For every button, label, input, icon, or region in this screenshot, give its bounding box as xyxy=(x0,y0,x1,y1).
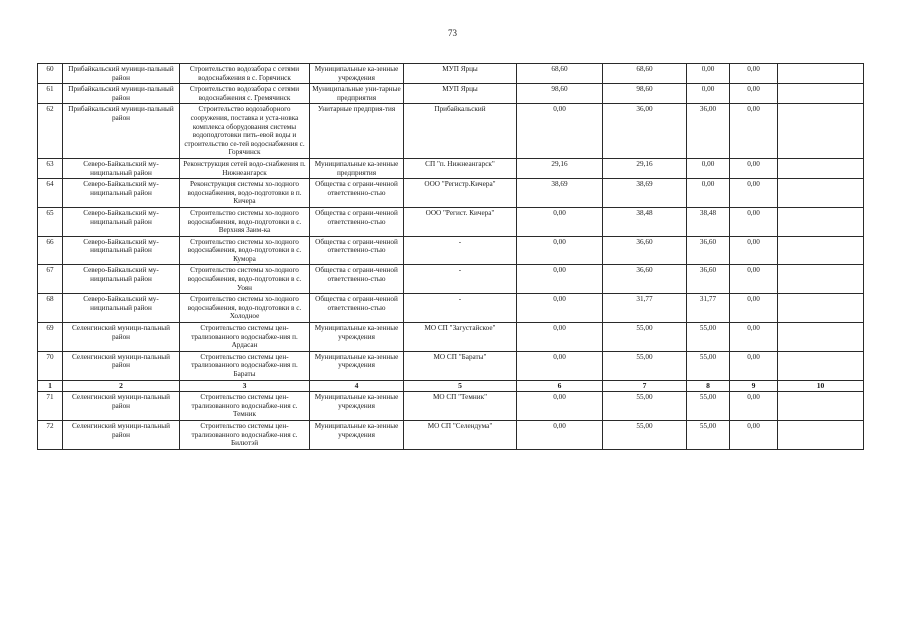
table-row xyxy=(38,420,864,449)
column-number-row xyxy=(38,380,864,392)
amount-col9-cell: 0,00 xyxy=(730,179,778,208)
project-cell: Строительство водозабора с сетями водоснабжения с. Гремячинск xyxy=(180,84,310,104)
table-column-numbers xyxy=(38,380,864,392)
project-cell: Реконструкция сетей водо-снабжения п. Нижнеангарск xyxy=(180,158,310,178)
organization-cell: МУП Ярцы xyxy=(404,84,517,104)
project-cell: Строительство водозаборного сооружения, поставка и уста-новка комплекса оборудования системы водоподготовки пить-евой воды и строительство се-тей водоснабжения с. Горячинск xyxy=(180,104,310,159)
amount-col9-cell: 0,00 xyxy=(730,323,778,352)
district-cell: Северо-Байкальский му-ниципальный район xyxy=(63,265,180,294)
table-row xyxy=(38,84,864,104)
column-number: 3 xyxy=(180,380,310,392)
district-cell: Селенгинский муници-пальный район xyxy=(63,323,180,352)
district-cell: Северо-Байкальский му-ниципальный район xyxy=(63,236,180,265)
row-number: 67 xyxy=(38,265,63,294)
amount-col9-cell: 0,00 xyxy=(730,158,778,178)
org-type-cell: Общества с ограни-ченной ответственно-стью xyxy=(310,207,404,236)
table-row xyxy=(38,265,864,294)
table-row xyxy=(38,64,864,84)
org-type-cell: Общества с ограни-ченной ответственно-стью xyxy=(310,265,404,294)
column-number: 10 xyxy=(778,380,864,392)
project-cell: Строительство системы цен-трализованного водоснабже-ния с. Темник xyxy=(180,392,310,421)
investment-table xyxy=(37,63,864,450)
organization-cell: МО СП "Бараты" xyxy=(404,351,517,380)
amount-col8-cell: 31,77 xyxy=(687,294,730,323)
district-cell: Северо-Байкальский му-ниципальный район xyxy=(63,158,180,178)
amount-col9-cell: 0,00 xyxy=(730,265,778,294)
row-number: 63 xyxy=(38,158,63,178)
table-row xyxy=(38,158,864,178)
amount-total-cell: 68,60 xyxy=(517,64,603,84)
table-row xyxy=(38,392,864,421)
page-number: 73 xyxy=(448,28,457,38)
table-row xyxy=(38,179,864,208)
amount-col9-cell: 0,00 xyxy=(730,104,778,159)
amount-col10-cell xyxy=(778,236,864,265)
org-type-cell: Муниципальные ка-зенные учреждения xyxy=(310,64,404,84)
amount-total-cell: 0,00 xyxy=(517,392,603,421)
column-number: 9 xyxy=(730,380,778,392)
amount-col7-cell: 55,00 xyxy=(603,323,687,352)
project-cell: Строительство системы цен-трализованного водоснабже-ния п. Бараты xyxy=(180,351,310,380)
amount-col8-cell: 36,60 xyxy=(687,265,730,294)
row-number: 65 xyxy=(38,207,63,236)
amount-col8-cell: 36,60 xyxy=(687,236,730,265)
amount-col7-cell: 55,00 xyxy=(603,351,687,380)
org-type-cell: Муниципальные ка-зенные учреждения xyxy=(310,420,404,449)
amount-col10-cell xyxy=(778,265,864,294)
amount-col7-cell: 98,60 xyxy=(603,84,687,104)
organization-cell: - xyxy=(404,236,517,265)
row-number: 68 xyxy=(38,294,63,323)
amount-total-cell: 0,00 xyxy=(517,351,603,380)
amount-col9-cell: 0,00 xyxy=(730,294,778,323)
amount-col10-cell xyxy=(778,323,864,352)
amount-col8-cell: 55,00 xyxy=(687,420,730,449)
amount-col8-cell: 0,00 xyxy=(687,158,730,178)
amount-total-cell: 98,60 xyxy=(517,84,603,104)
project-cell: Строительство системы цен-трализованного водоснабже-ния с. Билютэй xyxy=(180,420,310,449)
amount-col8-cell: 38,48 xyxy=(687,207,730,236)
amount-col7-cell: 38,69 xyxy=(603,179,687,208)
organization-cell: - xyxy=(404,294,517,323)
table-body-bottom xyxy=(38,392,864,450)
amount-col9-cell: 0,00 xyxy=(730,420,778,449)
amount-col10-cell xyxy=(778,64,864,84)
amount-total-cell: 38,69 xyxy=(517,179,603,208)
row-number: 69 xyxy=(38,323,63,352)
district-cell: Прибайкальский муници-пальный район xyxy=(63,64,180,84)
row-number: 62 xyxy=(38,104,63,159)
project-cell: Строительство системы цен-трализованного водоснабже-ния п. Ардасан xyxy=(180,323,310,352)
table-row xyxy=(38,323,864,352)
table-row xyxy=(38,236,864,265)
amount-col9-cell: 0,00 xyxy=(730,351,778,380)
amount-total-cell: 0,00 xyxy=(517,104,603,159)
organization-cell: МУП Ярцы xyxy=(404,64,517,84)
row-number: 60 xyxy=(38,64,63,84)
organization-cell: ООО "Регист. Кичера" xyxy=(404,207,517,236)
district-cell: Прибайкальский муници-пальный район xyxy=(63,84,180,104)
org-type-cell: Унитарные предприя-тия xyxy=(310,104,404,159)
org-type-cell: Общества с ограни-ченной ответственно-стью xyxy=(310,179,404,208)
amount-col9-cell: 0,00 xyxy=(730,207,778,236)
table-row xyxy=(38,294,864,323)
organization-cell: - xyxy=(404,265,517,294)
project-cell: Строительство системы хо-лодного водоснабжения, водо-подготовки в с. Холодное xyxy=(180,294,310,323)
org-type-cell: Муниципальные уни-тарные предприятия xyxy=(310,84,404,104)
project-cell: Строительство водозабора с сетями водоснабжения в с. Горячинск xyxy=(180,64,310,84)
table-row xyxy=(38,207,864,236)
amount-total-cell: 0,00 xyxy=(517,265,603,294)
org-type-cell: Муниципальные ка-зенные предприятия xyxy=(310,158,404,178)
amount-col8-cell: 0,00 xyxy=(687,179,730,208)
amount-col7-cell: 55,00 xyxy=(603,420,687,449)
amount-col7-cell: 36,60 xyxy=(603,265,687,294)
organization-cell: МО СП "Селендума" xyxy=(404,420,517,449)
amount-total-cell: 0,00 xyxy=(517,420,603,449)
amount-col7-cell: 29,16 xyxy=(603,158,687,178)
amount-col8-cell: 55,00 xyxy=(687,323,730,352)
amount-total-cell: 0,00 xyxy=(517,236,603,265)
amount-col10-cell xyxy=(778,207,864,236)
amount-col8-cell: 0,00 xyxy=(687,64,730,84)
column-number: 4 xyxy=(310,380,404,392)
row-number: 70 xyxy=(38,351,63,380)
amount-col7-cell: 38,48 xyxy=(603,207,687,236)
column-number: 1 xyxy=(38,380,63,392)
amount-col9-cell: 0,00 xyxy=(730,64,778,84)
amount-col7-cell: 36,00 xyxy=(603,104,687,159)
amount-col10-cell xyxy=(778,179,864,208)
column-number: 5 xyxy=(404,380,517,392)
amount-col7-cell: 68,60 xyxy=(603,64,687,84)
amount-total-cell: 29,16 xyxy=(517,158,603,178)
district-cell: Селенгинский муници-пальный район xyxy=(63,392,180,421)
amount-col8-cell: 0,00 xyxy=(687,84,730,104)
project-cell: Реконструкция системы хо-лодного водоснабжения, водо-подготовки в п. Кичера xyxy=(180,179,310,208)
row-number: 72 xyxy=(38,420,63,449)
column-number: 7 xyxy=(603,380,687,392)
row-number: 66 xyxy=(38,236,63,265)
amount-col7-cell: 36,60 xyxy=(603,236,687,265)
amount-col7-cell: 31,77 xyxy=(603,294,687,323)
project-cell: Строительство системы хо-лодного водоснабжения, водо-подготовки в с. Уоян xyxy=(180,265,310,294)
district-cell: Северо-Байкальский му-ниципальный район xyxy=(63,294,180,323)
amount-total-cell: 0,00 xyxy=(517,323,603,352)
row-number: 64 xyxy=(38,179,63,208)
project-cell: Строительство системы хо-лодного водоснабжения, водо-подготовки в с. Кумора xyxy=(180,236,310,265)
amount-col9-cell: 0,00 xyxy=(730,236,778,265)
amount-col8-cell: 55,00 xyxy=(687,351,730,380)
amount-col10-cell xyxy=(778,351,864,380)
project-cell: Строительство системы хо-лодного водоснабжения, водо-подготовки в с. Верхняя Заим-ка xyxy=(180,207,310,236)
org-type-cell: Муниципальные ка-зенные учреждения xyxy=(310,351,404,380)
table-row xyxy=(38,104,864,159)
amount-col10-cell xyxy=(778,84,864,104)
amount-total-cell: 0,00 xyxy=(517,294,603,323)
district-cell: Прибайкальский муници-пальный район xyxy=(63,104,180,159)
amount-col10-cell xyxy=(778,104,864,159)
org-type-cell: Муниципальные ка-зенные учреждения xyxy=(310,323,404,352)
organization-cell: МО СП "Темник" xyxy=(404,392,517,421)
amount-total-cell: 0,00 xyxy=(517,207,603,236)
amount-col8-cell: 36,00 xyxy=(687,104,730,159)
column-number: 8 xyxy=(687,380,730,392)
district-cell: Северо-Байкальский му-ниципальный район xyxy=(63,179,180,208)
org-type-cell: Общества с ограни-ченной ответственно-стью xyxy=(310,294,404,323)
organization-cell: Прибайкальский xyxy=(404,104,517,159)
district-cell: Селенгинский муници-пальный район xyxy=(63,420,180,449)
amount-col7-cell: 55,00 xyxy=(603,392,687,421)
org-type-cell: Муниципальные ка-зенные учреждения xyxy=(310,392,404,421)
org-type-cell: Общества с ограни-ченной ответственно-стью xyxy=(310,236,404,265)
district-cell: Селенгинский муници-пальный район xyxy=(63,351,180,380)
organization-cell: СП "п. Нижнеангарск" xyxy=(404,158,517,178)
table-body-top xyxy=(38,64,864,381)
row-number: 61 xyxy=(38,84,63,104)
table-row xyxy=(38,351,864,380)
amount-col8-cell: 55,00 xyxy=(687,392,730,421)
amount-col10-cell xyxy=(778,420,864,449)
organization-cell: ООО "Регистр.Кичера" xyxy=(404,179,517,208)
amount-col10-cell xyxy=(778,392,864,421)
amount-col10-cell xyxy=(778,158,864,178)
row-number: 71 xyxy=(38,392,63,421)
amount-col9-cell: 0,00 xyxy=(730,392,778,421)
amount-col9-cell: 0,00 xyxy=(730,84,778,104)
column-number: 6 xyxy=(517,380,603,392)
organization-cell: МО СП "Загустайское" xyxy=(404,323,517,352)
district-cell: Северо-Байкальский му-ниципальный район xyxy=(63,207,180,236)
column-number: 2 xyxy=(63,380,180,392)
amount-col10-cell xyxy=(778,294,864,323)
